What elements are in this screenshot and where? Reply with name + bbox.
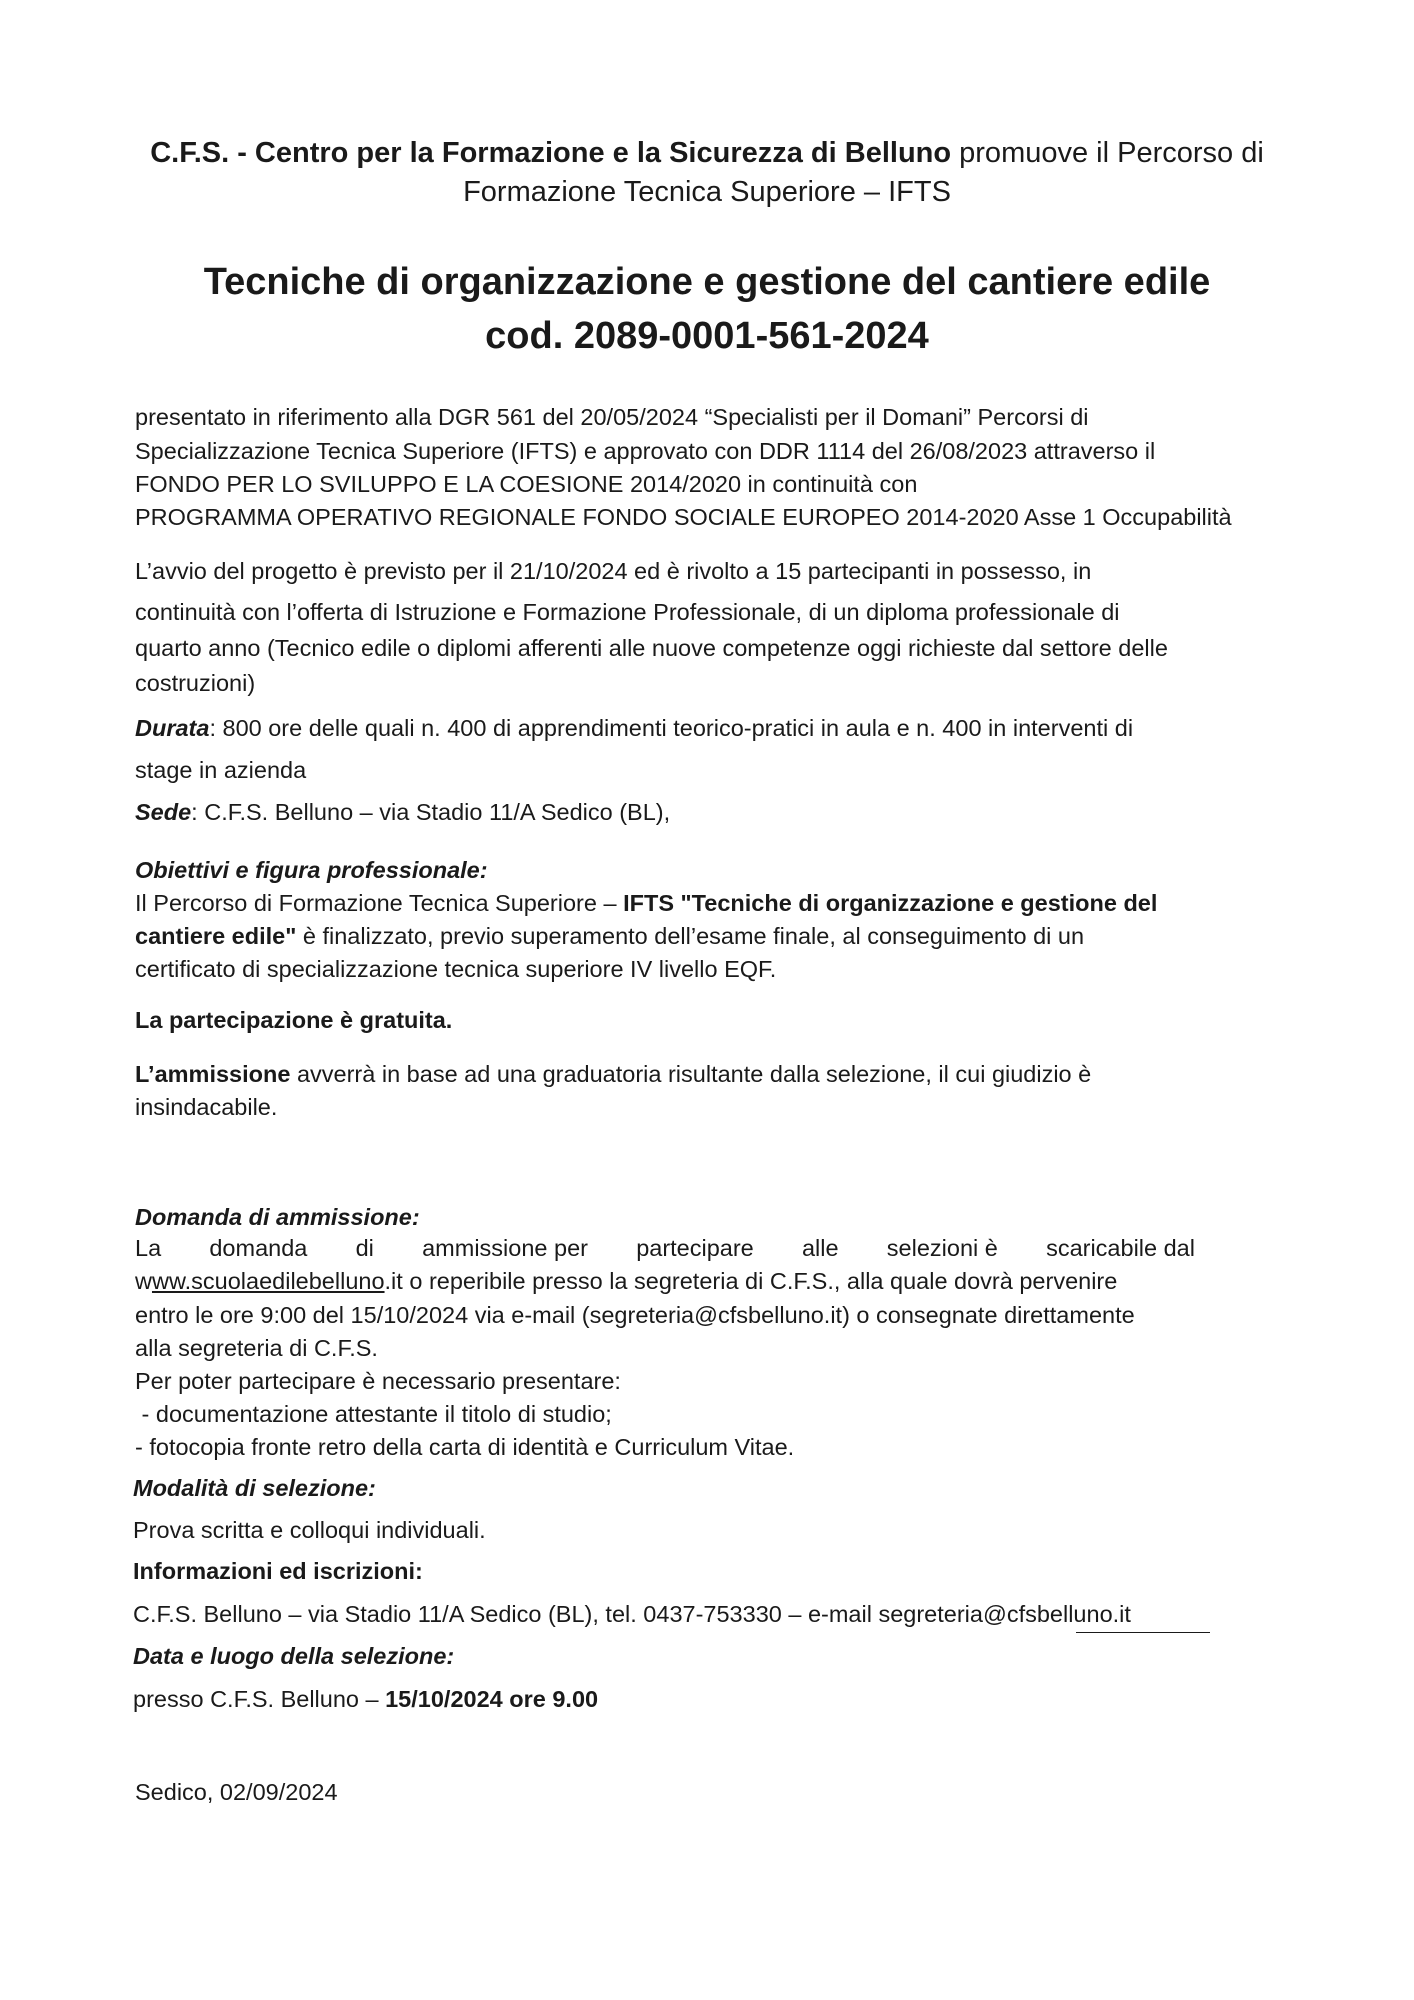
- ammissione-rest: avverrà in base ad una graduatoria risultante dalla selezione, il cui giudizio è: [290, 1061, 1092, 1087]
- avvio-line-3: quarto anno (Tecnico edile o diplomi afferenti alle nuove competenze oggi richieste dal settore delle: [135, 635, 1168, 661]
- domanda-line-2: [135, 1266, 1117, 1296]
- data-luogo-text: [133, 1684, 598, 1714]
- obiettivi-line-3: certificato di specializzazione tecnica superiore IV livello EQF.: [135, 956, 777, 982]
- selezione-heading: Modalità di selezione:: [133, 1475, 376, 1501]
- avvio-line-1: L’avvio del progetto è previsto per il 21/10/2024 ed è rivolto a 15 partecipanti in possesso, in: [135, 558, 1092, 584]
- domanda-line-4: alla segreteria di C.F.S.: [135, 1335, 378, 1361]
- organization-name: C.F.S. - Centro per la Formazione e la Sicurezza di Belluno: [150, 137, 952, 169]
- header-line-1-rest: promuove il Percorso di: [951, 137, 1264, 169]
- sede-line: [135, 797, 670, 827]
- required-doc-item: - documentazione attestante il titolo di studio;: [135, 1401, 612, 1427]
- ammissione-line-1: [135, 1059, 1091, 1089]
- intro-line-1: presentato in riferimento alla DGR 561 del 20/05/2024 “Specialisti per il Domani” Percorsi di: [135, 404, 1089, 430]
- domanda-word: selezioni è: [886, 1235, 998, 1261]
- informazioni-heading: Informazioni ed iscrizioni:: [133, 1558, 423, 1584]
- domanda-line-3: entro le ore 9:00 del 15/10/2024 via e-mail (segreteria@cfsbelluno.it) o consegnate direttamente: [135, 1302, 1135, 1328]
- intro-line-4: PROGRAMMA OPERATIVO REGIONALE FONDO SOCIALE EUROPEO 2014-2020 Asse 1 Occupabilità: [135, 504, 1232, 530]
- informazioni-text: C.F.S. Belluno – via Stadio 11/A Sedico (BL), tel. 0437-753330 – e-mail segreteria@cfsbelluno.it: [133, 1601, 1131, 1627]
- header-line-1: [0, 133, 1414, 173]
- obiettivi-line-2: [135, 921, 1084, 951]
- domanda-word: domanda: [209, 1235, 308, 1261]
- domanda-line-5: Per poter partecipare è necessario presentare:: [135, 1368, 621, 1394]
- avvio-line-2: continuità con l’offerta di Istruzione e Formazione Professionale, di un diploma professionale di: [135, 599, 1120, 625]
- place-and-date: Sedico, 02/09/2024: [135, 1779, 338, 1805]
- durata-text: : 800 ore delle quali n. 400 di apprendimenti teorico-pratici in aula e n. 400 in interventi di: [209, 715, 1134, 741]
- course-title: Tecniche di organizzazione e gestione del cantiere edile: [203, 261, 1211, 303]
- domanda-line-2-pre: w: [135, 1268, 152, 1294]
- domanda-word: scaricabile dal: [1046, 1235, 1195, 1261]
- durata-label: Durata: [135, 715, 210, 741]
- avvio-line-4: costruzioni): [135, 670, 256, 696]
- intro-line-3: FONDO PER LO SVILUPPO E LA COESIONE 2014/2020 in continuità con: [135, 471, 918, 497]
- obiettivi-line-1-bold: IFTS "Tecniche di organizzazione e gestione del: [623, 890, 1158, 916]
- data-luogo-pre: presso C.F.S. Belluno –: [133, 1686, 386, 1712]
- ammissione-bold: L’ammissione: [135, 1061, 291, 1087]
- sede-label: Sede: [135, 799, 192, 825]
- website-link[interactable]: ww.scuolaedilebelluno: [151, 1268, 385, 1294]
- required-doc-item: - fotocopia fronte retro della carta di identità e Curriculum Vitae.: [135, 1434, 795, 1460]
- intro-line-2: Specializzazione Tecnica Superiore (IFTS) e approvato con DDR 1114 del 26/08/2023 attraverso il: [135, 438, 1156, 464]
- domanda-word: alle: [801, 1235, 839, 1261]
- header-line-2: Formazione Tecnica Superiore – IFTS: [463, 176, 951, 208]
- participation-free: La partecipazione è gratuita.: [135, 1007, 453, 1033]
- data-luogo-heading: Data e luogo della selezione:: [133, 1643, 455, 1669]
- obiettivi-heading: Obiettivi e figura professionale:: [135, 857, 488, 883]
- course-code: cod. 2089-0001-561-2024: [485, 315, 929, 357]
- obiettivi-line-2-bold: cantiere edile": [135, 923, 297, 949]
- durata-line: [135, 713, 1133, 743]
- email-underline: [1076, 1632, 1210, 1633]
- obiettivi-line-1-pre: Il Percorso di Formazione Tecnica Superiore –: [135, 890, 624, 916]
- selection-date-time: 15/10/2024 ore 9.00: [385, 1686, 599, 1712]
- domanda-word: La: [135, 1235, 162, 1261]
- domanda-line-1: [135, 1233, 1195, 1263]
- obiettivi-line-1: [135, 888, 1157, 918]
- ammissione-line-2: insindacabile.: [135, 1094, 278, 1120]
- domanda-line-2-rest: .it o reperibile presso la segreteria di C.F.S., alla quale dovrà pervenire: [384, 1268, 1118, 1294]
- domanda-heading: Domanda di ammissione:: [135, 1204, 420, 1230]
- obiettivi-line-2-rest: è finalizzato, previo superamento dell’esame finale, al conseguimento di un: [296, 923, 1085, 949]
- durata-line-2: stage in azienda: [135, 757, 307, 783]
- sede-text: : C.F.S. Belluno – via Stadio 11/A Sedico (BL),: [191, 799, 671, 825]
- selezione-text: Prova scritta e colloqui individuali.: [133, 1517, 486, 1543]
- domanda-word: di: [355, 1235, 374, 1261]
- domanda-word: ammissione per: [422, 1235, 588, 1261]
- domanda-word: partecipare: [636, 1235, 754, 1261]
